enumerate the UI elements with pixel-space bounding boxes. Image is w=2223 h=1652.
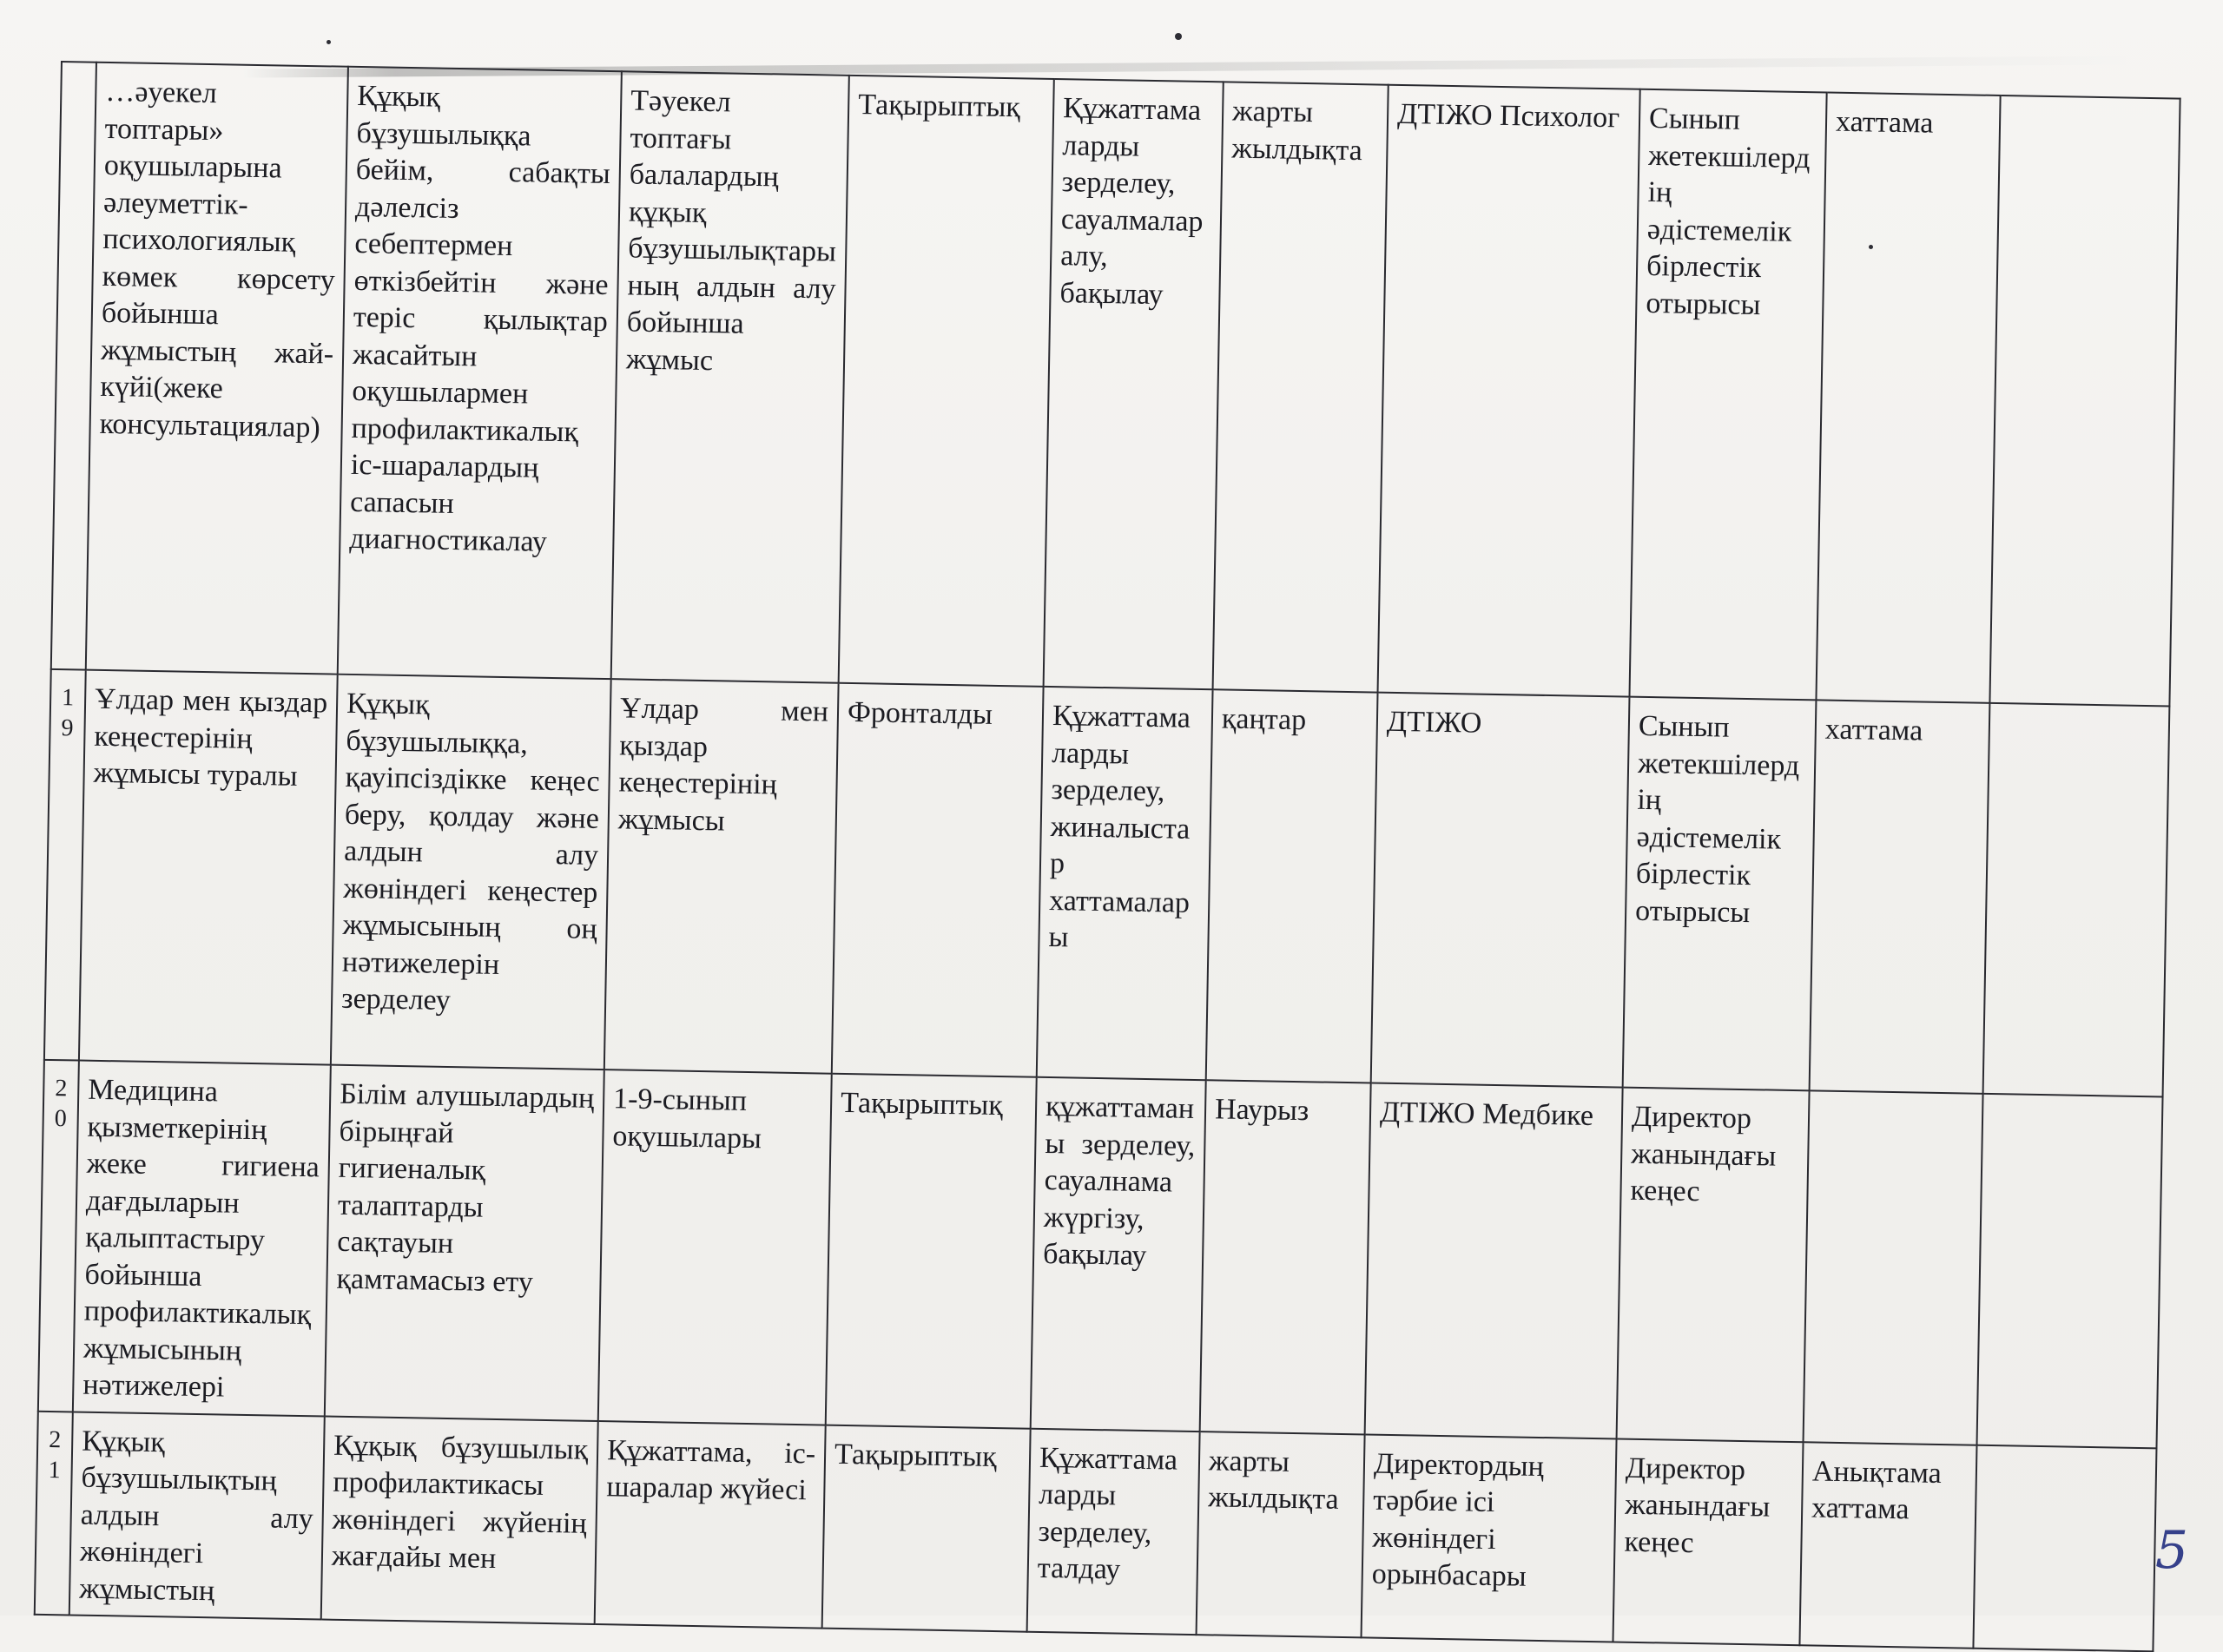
result-cell: Анықтама хаттама [1799, 1442, 1976, 1649]
type-cell: Фронталды [832, 683, 1044, 1077]
result-cell [1804, 1090, 1983, 1445]
plan-table-wrapper [34, 61, 2180, 1651]
responsible-cell: ДТІЖО Психолог [1378, 85, 1640, 697]
result-cell: хаттама [1816, 92, 2000, 702]
ink-speck [1869, 245, 1873, 249]
review-venue-cell: Директор жанындағы кеңес [1617, 1088, 1810, 1442]
topic-cell: Құқық бұзушылықтың алдын алу жөніндегі жұмыстың [69, 1412, 325, 1620]
topic-cell: …әуекел топтары» оқушыларына әлеуметтік-психологиялық көмек көрсету бойынша жұмыстың жай-күйі(жеке консультациялар) [86, 63, 348, 675]
review-venue-cell: Сынып жетекшілердің әдістемелік бірлестік отырысы [1623, 697, 1817, 1091]
topic-cell: Медицина қызметкерінің жеке гигиена дағдыларын қалыптастыру бойынша профилактикалық жұмысының нәтижелері [73, 1061, 331, 1416]
ink-speck [1175, 33, 1182, 40]
method-cell: Құжаттамаларды зерделеу, сауалмалар алу, бақылау [1044, 79, 1224, 689]
review-venue-cell: Директор жанындағы кеңес [1613, 1438, 1803, 1645]
object-cell: Тәуекел топтағы балалардың құқық бұзушылықтарының алдын алу бойынша жұмыс [611, 71, 849, 682]
goal-cell: Құқық бұзушылыққа, қауіпсіздікке кеңес беру, қолдау және алдын алу жөніндегі кеңестер жұмысының оң нәтижелерін зерделеу [331, 675, 611, 1070]
extra-cell [1977, 1094, 2163, 1448]
goal-cell: Құқық бұзушылыққа бейім, сабақты дәлелсіз себептермен өткізбейтін және теріс қылықтар жасайтын оқушылармен профилактикалық іс-шаралардың сапасын диагностикалау [338, 67, 622, 679]
goal-cell: Білім алушылардың бірыңғай гигиеналық талаптарды сақтауын қамтамасыз ету [325, 1065, 604, 1421]
extra-cell [1983, 703, 2170, 1097]
responsible-cell: ДТІЖО [1371, 693, 1630, 1088]
row-number: 21 [35, 1411, 73, 1615]
topic-cell: Ұлдар мен қыздар кеңестерінің жұмысы туралы [79, 670, 338, 1065]
control-plan-table [34, 61, 2181, 1652]
method-cell: Құжаттамаларды зерделеу, жиналыстар хаттамалары [1037, 687, 1213, 1080]
row-number: 19 [44, 669, 86, 1061]
review-venue-cell: Сынып жетекшілердің әдістемелік бірлестік отырысы [1629, 89, 1826, 701]
table-row [51, 62, 2180, 706]
row-number: 20 [38, 1060, 79, 1412]
period-cell: жарты жылдықта [1197, 1432, 1365, 1638]
method-cell: Құжаттамаларды зерделеу, талдау [1027, 1428, 1200, 1635]
period-cell: қаңтар [1206, 689, 1378, 1083]
page-number: 5 [2154, 1520, 2188, 1581]
extra-cell [1973, 1445, 2156, 1651]
extra-cell [1989, 95, 2180, 707]
goal-cell: Құқық бұзушылық профилактикасы жөніндегі жүйенің жағдайы мен [321, 1416, 598, 1624]
table-row [38, 1060, 2163, 1448]
object-cell: 1-9-сынып оқушылары [598, 1070, 832, 1425]
type-cell: Тақырыптық [839, 76, 1054, 687]
object-cell: Ұлдар мен қыздар кеңестерінің жұмысы [604, 679, 839, 1074]
result-cell: хаттама [1810, 700, 1990, 1093]
responsible-cell: Директордың тәрбие ісі жөніндегі орынбасары [1362, 1434, 1617, 1642]
method-cell: құжаттаманы зерделеу, сауалнама жүргізу, бақылау [1031, 1077, 1206, 1432]
type-cell: Тақырыптық [826, 1074, 1037, 1429]
type-cell: Тақырыптық [822, 1425, 1031, 1632]
table-row [44, 669, 2169, 1097]
object-cell: Құжаттама, іс-шаралар жүйесі [595, 1421, 826, 1629]
ink-speck [327, 40, 331, 44]
period-cell: жарты жылдықта [1213, 82, 1389, 692]
responsible-cell: ДТІЖО Медбике [1365, 1083, 1623, 1438]
period-cell: Наурыз [1200, 1080, 1371, 1434]
